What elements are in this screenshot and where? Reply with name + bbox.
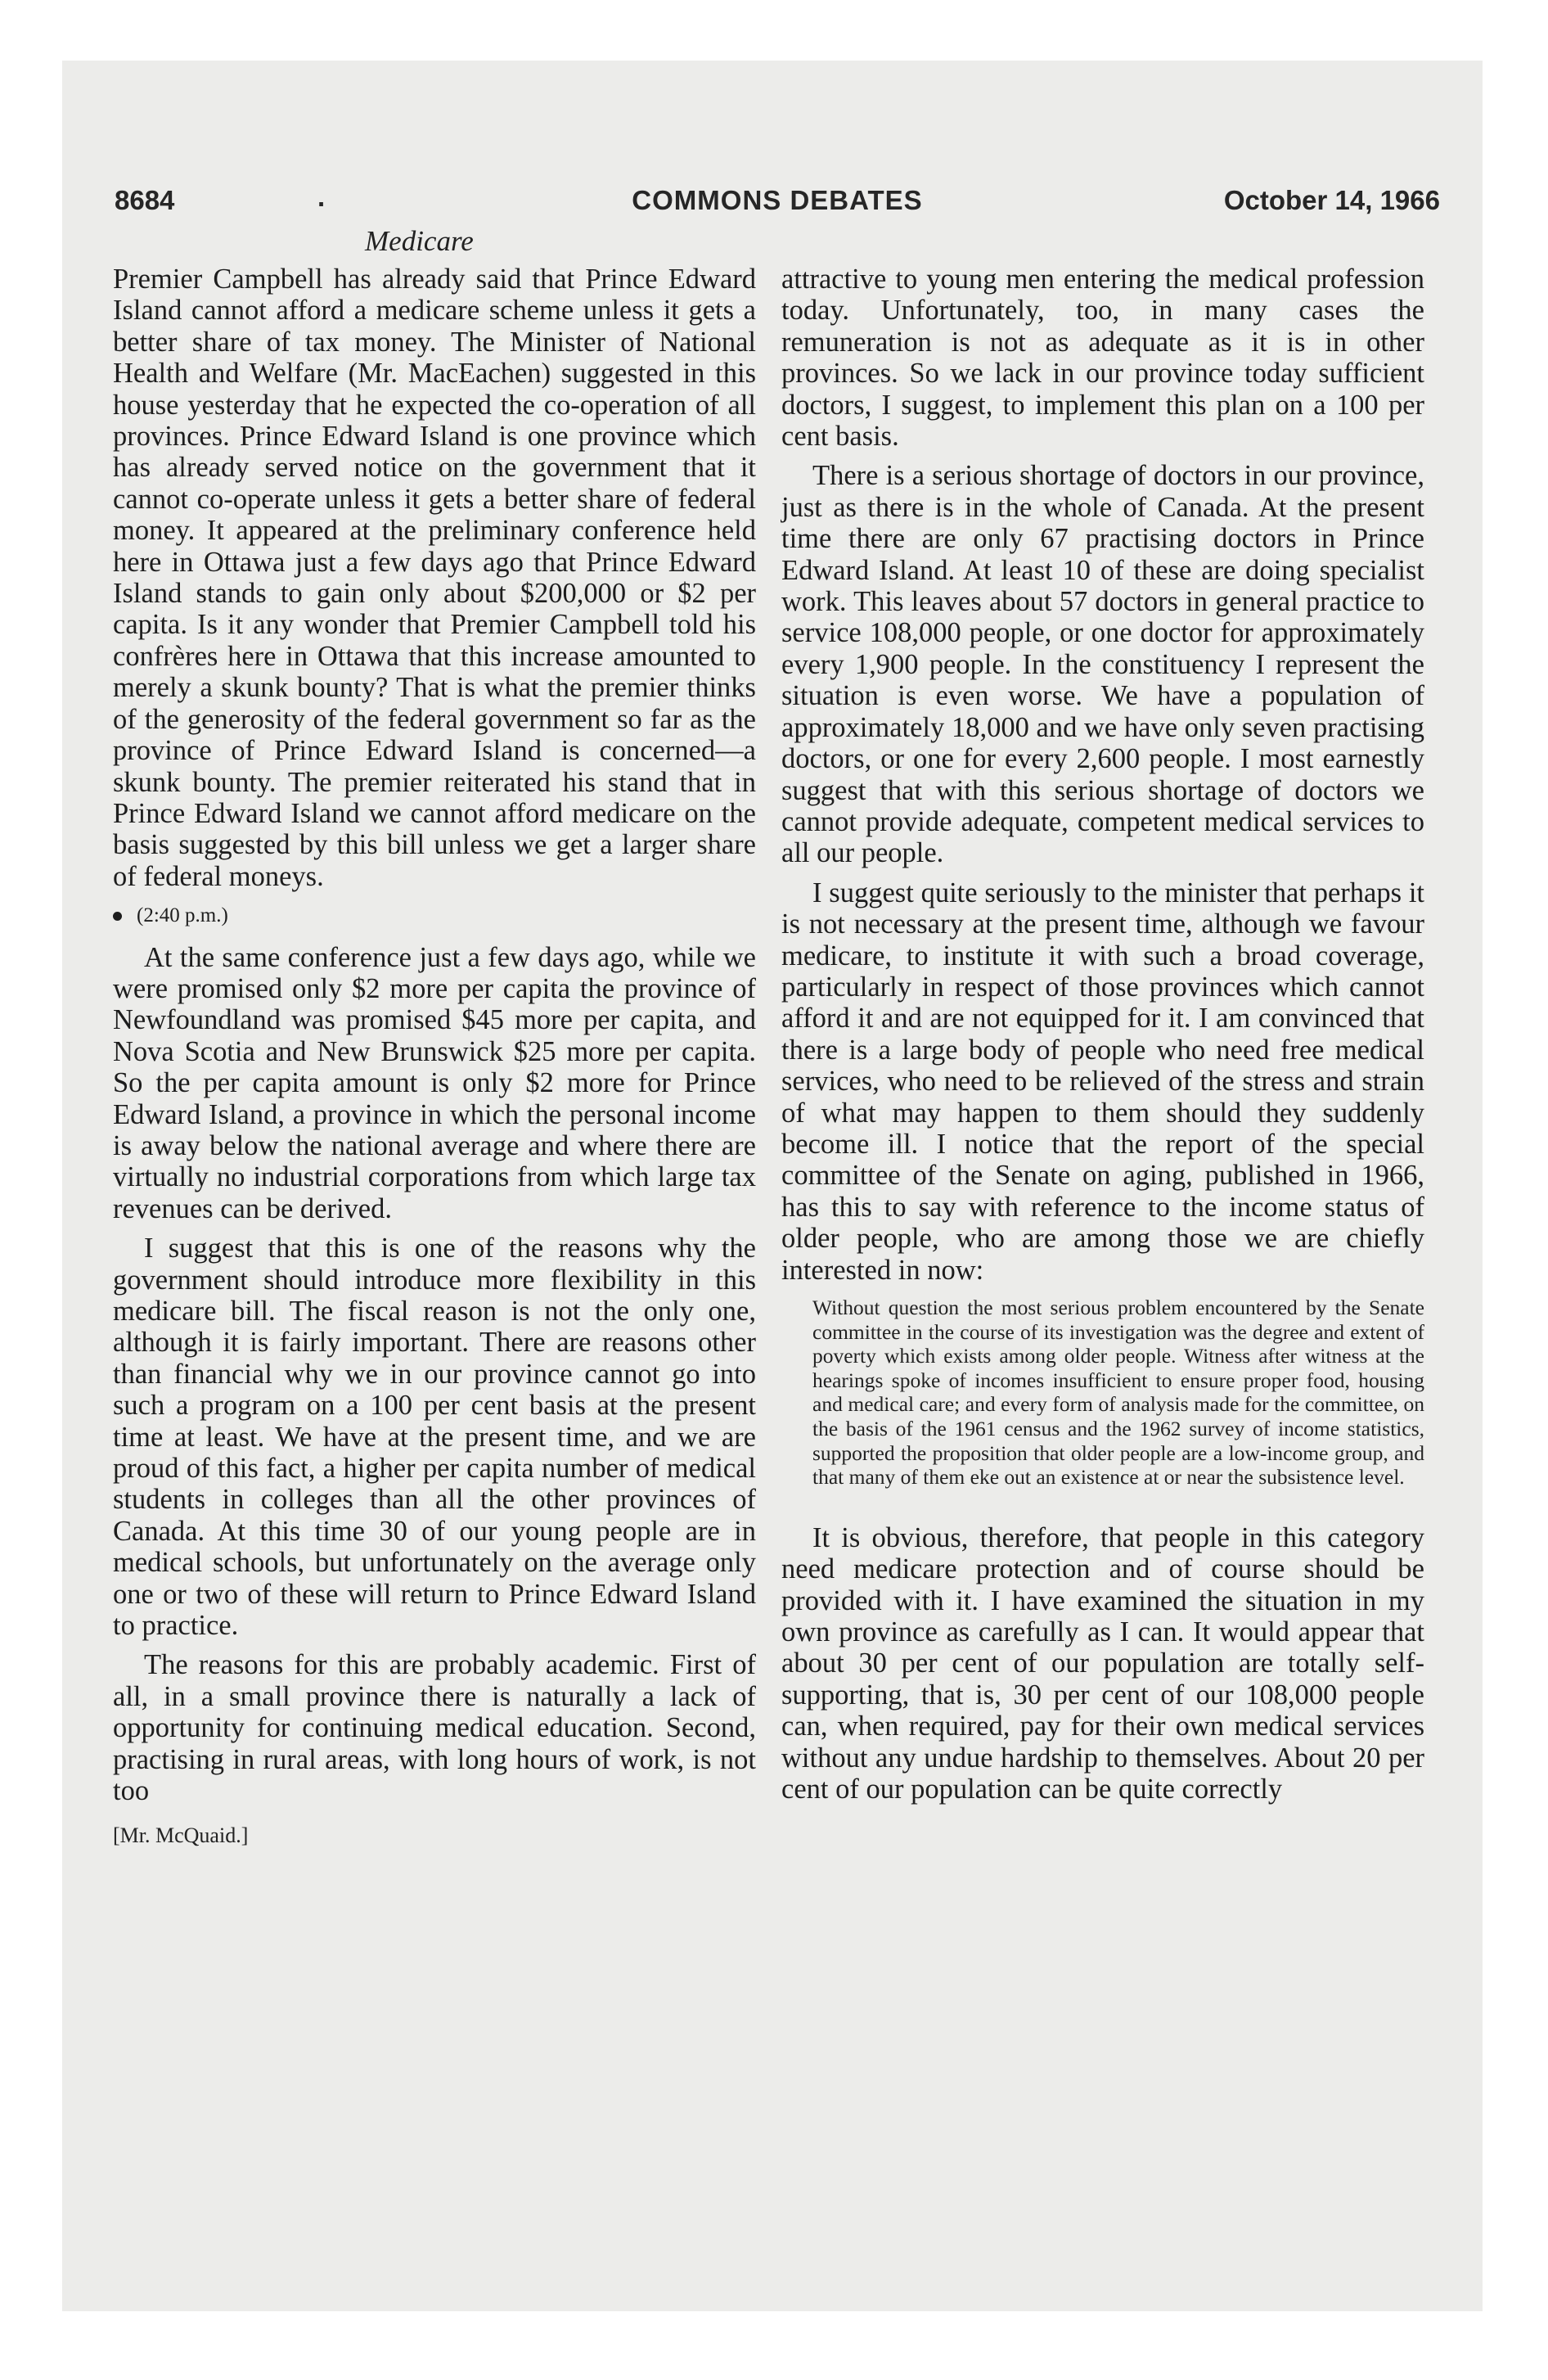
header-separator: .	[317, 182, 326, 212]
paragraph: I suggest quite seriously to the minister that perhaps it is not necessary at the present time, although we favour medicare, to institute it with such a broad coverage, particularly in respect of those provinces which cannot afford it and are not equipped for it. I am convinced that there is a large body of people who need free medical services, who need to be relieved of the stress and strain of what may happen to them should they suddenly become ill. I notice that the report of the special committee of the Senate on aging, published in 1966, has this to say with reference to the income status of older people, who are among those we are chiefly interested in now:	[781, 877, 1424, 1286]
paragraph: At the same conference just a few days ago, while we were promised only $2 more per capita the province of Newfoundland was promised $45 more per capita, and Nova Scotia and New Brunswick $25 more per capita. So the per capita amount is only $2 more for Prince Edward Island, a province in which the personal income is away below the national average and where there are virtually no industrial corporations from which large tax revenues can be derived.	[113, 941, 756, 1224]
right-column	[781, 264, 1424, 1813]
publication-date: October 14, 1966	[1223, 185, 1440, 215]
left-column	[113, 264, 756, 1851]
publication-title: COMMONS DEBATES	[632, 185, 923, 215]
paragraph: Premier Campbell has already said that Prince Edward Island cannot afford a medicare scheme unless it gets a better share of tax money. The Minister of National Health and Welfare (Mr. MacEachen) suggested in this house yesterday that he expected the co-operation of all provinces. Prince Edward Island is one province which has already served notice on the government that it cannot co-operate unless it gets a better share of federal money. It appeared at the preliminary conference held here in Ottawa just a few days ago that Prince Edward Island stands to gain only about $200,000 or $2 per capita. Is it any wonder that Premier Campbell told his confrères here in Ottawa that this increase amounted to merely a skunk bounty? That is what the premier thinks of the generosity of the federal government so far as the province of Prince Edward Island is concerned—a skunk bounty. The premier reiterated his stand that in Prince Edward Island we cannot afford medicare on the basis suggested by this bill unless we get a larger share of federal moneys.	[113, 264, 756, 892]
bullet-icon	[113, 912, 122, 921]
speaker-attribution: [Mr. McQuaid.]	[113, 1823, 249, 1847]
paragraph: There is a serious shortage of doctors in our province, just as there is in the whole of Canada. At the present time there are only 67 practising doctors in Prince Edward Island. At least 10 of these are doing specialist work. This leaves about 57 doctors in general practice to service 108,000 people, or one doctor for approximately every 1,900 people. In the constituency I represent the situation is even worse. We have a population of approximately 18,000 and we have only seven practising doctors, or one for every 2,600 people. I most earnestly suggest that with this serious shortage of doctors we cannot provide adequate, competent medical services to all our people.	[781, 460, 1424, 869]
subject-heading: Medicare	[365, 225, 474, 257]
paragraph: The reasons for this are probably academic. First of all, in a small province there is naturally a lack of opportunity for continuing medical education. Second, practising in rural areas, with long hours of work, is not too	[113, 1649, 756, 1807]
block-quote: Without question the most serious problem encountered by the Senate committee in the course of its investigation was the degree and extent of poverty which exists among older people. Witness after witness at the hearings spoke of incomes insufficient to ensure proper food, housing and medical care; and every form of analysis made for the committee, on the basis of the 1961 census and the 1962 survey of income statistics, supported the proposition that older people are a low-income group, and that many of them eke out an existence at or near the subsistence level.	[812, 1296, 1424, 1490]
page-header	[115, 182, 1440, 218]
paragraph: It is obvious, therefore, that people in this category need medicare protection and of course should be provided with it. I have examined the situation in my own province as carefully as I can. It would appear that about 30 per cent of our population are totally self-supporting, that is, 30 per cent of our 108,000 people can, when required, pay for their own medical services without any undue hardship to themselves. About 20 per cent of our population can be quite correctly	[781, 1521, 1424, 1805]
page-number: 8684	[115, 185, 175, 215]
timestamp-text: (2:40 p.m.)	[137, 904, 228, 927]
paragraph: I suggest that this is one of the reasons why the government should introduce more flexibility in this medicare bill. The fiscal reason is not the only one, although it is fairly important. There are reasons other than financial why we in our province cannot go into such a program on a 100 per cent basis at the present time at least. We have at the present time, and we are proud of this fact, a higher per capita number of medical students in colleges than all the other provinces of Canada. At this time 30 of our young people are in medical schools, but unfortunately on the average only one or two of these will return to Prince Edward Island to practice.	[113, 1233, 756, 1642]
paragraph: attractive to young men entering the medical profession today. Unfortunately, too, in many cases the remuneration is not as adequate as it is in other provinces. So we lack in our province today sufficient doctors, I suggest, to implement this plan on a 100 per cent basis.	[781, 264, 1424, 453]
timestamp	[113, 900, 756, 931]
